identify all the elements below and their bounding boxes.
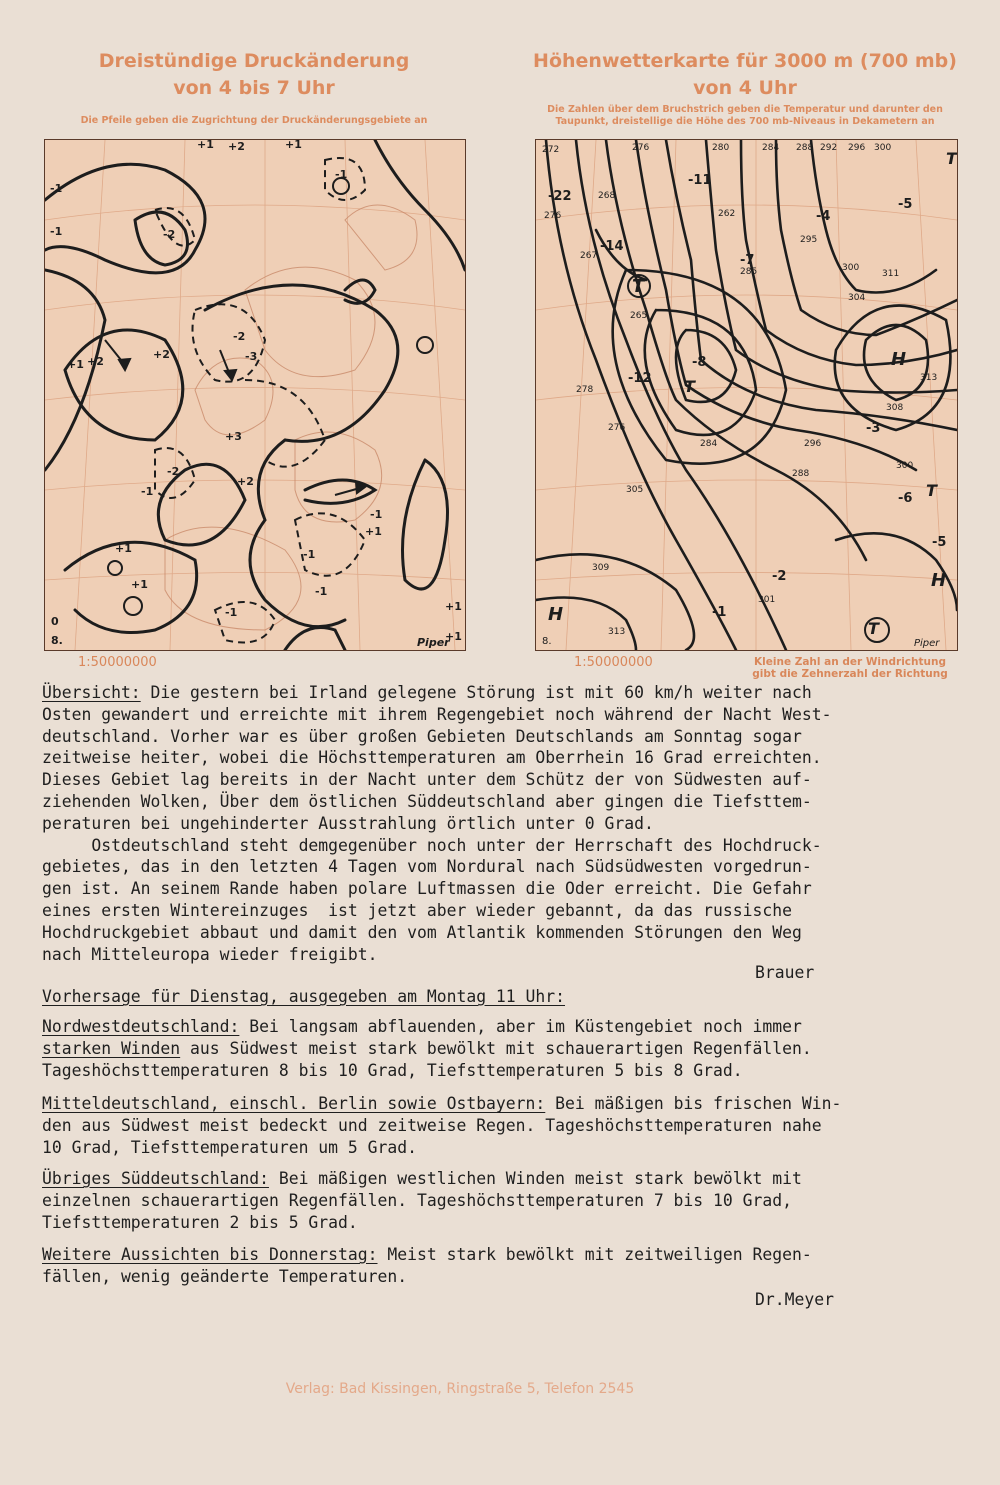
text-line: Tiefsttemperaturen 2 bis 5 Grad. [42, 1212, 358, 1232]
map-label: -1 [50, 225, 63, 238]
right-map-title [520, 48, 970, 102]
map-label: 288 [792, 469, 810, 479]
height-contours [536, 140, 957, 650]
map-label: +2 [237, 475, 254, 488]
map-graticule [536, 140, 957, 650]
right-map-note-line1: Kleine Zahl an der Windrichtung [754, 656, 946, 668]
text-line: peraturen bei ungehinderter Ausstrahlung örtlich unter 0 Grad. [42, 813, 654, 833]
right-map-title-line2: von 4 Uhr [693, 77, 797, 99]
text-line: Bei mäßigen westlichen Winden meist stark bewölkt mit [268, 1169, 802, 1188]
map-graticule [45, 140, 465, 650]
map-credit: Piper [417, 636, 450, 649]
text-line: Hochdruckgebiet abbaut und damit den vom Atlantik kommenden Störungen den Weg [42, 922, 802, 942]
map-corner-label: 8. [542, 636, 552, 647]
forecast-south [42, 1168, 982, 1233]
map-label: +2 [228, 140, 245, 153]
right-map-subtitle-line2: Taupunkt, dreistellige die Höhe des 700 mb-Niveaus in Dekametern an [555, 116, 935, 127]
height-labels [542, 143, 937, 637]
forecast-outlook [42, 1244, 982, 1288]
text-line: nach Mitteleuropa wieder freigibt. [42, 944, 378, 964]
map-label: 280 [712, 143, 730, 153]
map-label: 272 [542, 145, 560, 155]
forecast-heading [42, 986, 982, 1008]
map-label: 295 [800, 235, 818, 245]
map-label: -14 [600, 239, 624, 254]
right-map-note-line2: gibt die Zehnerzahl der Richtung [752, 668, 948, 680]
left-map-title [40, 48, 468, 102]
left-map-scale: 1:50000000 [78, 655, 157, 670]
map-label: -1 [141, 485, 154, 498]
map-label: +1 [131, 578, 148, 591]
high-marker-h: H [891, 349, 907, 370]
text-line: deutschland. Vorher war es über großen Gebieten Deutschlands am Sonntag sogar [42, 726, 802, 746]
left-map-subtitle: Die Pfeile geben die Zugrichtung der Druckänderungsgebiete an [80, 115, 428, 126]
map-label: +1 [197, 140, 214, 151]
map-label: +1 [67, 358, 84, 371]
central-label: Mitteldeutschland, einschl. Berlin sowie Ostbayern: [42, 1094, 546, 1113]
text-line: eines ersten Wintereinzuges ist jetzt aber wieder gebannt, da das russische [42, 900, 792, 920]
low-marker-t: T [684, 377, 695, 396]
low-marker-t: T [868, 619, 879, 638]
map-label: 268 [598, 191, 616, 201]
pressure-center-symbols [108, 178, 433, 615]
map-label: -1 [315, 585, 328, 598]
text-line: Ostdeutschland steht demgegenüber noch unter der Herrschaft des Hochdruck- [42, 835, 822, 855]
map-label: +1 [115, 542, 132, 555]
map-label: -8 [692, 355, 707, 370]
low-marker-t: T [946, 149, 957, 168]
map-label: -6 [898, 491, 913, 506]
map-label: +1 [445, 600, 462, 613]
map-label: +2 [153, 348, 170, 361]
right-map-note [740, 656, 960, 680]
right-map-subtitle [520, 104, 970, 128]
map-corner-label: 8. [51, 634, 63, 647]
text-line: den aus Südwest meist bedeckt und zeitweise Regen. Tageshöchsttemperaturen nahe [42, 1115, 822, 1135]
map-label: 262 [718, 209, 736, 219]
map-label: 276 [632, 143, 650, 153]
map-label: 300 [842, 263, 860, 273]
right-map-scale: 1:50000000 [574, 655, 653, 670]
map-label: -1 [712, 605, 727, 620]
map-label: 284 [762, 143, 780, 153]
map-label: 301 [758, 595, 776, 605]
map-label: 309 [592, 563, 610, 573]
map-label: 278 [576, 385, 594, 395]
map-label: +1 [285, 140, 302, 151]
map-label: -1 [50, 182, 63, 195]
map-label: -7 [740, 253, 755, 268]
text-line: gen ist. An seinem Rande haben polare Luftmassen die Oder erreicht. Die Gefahr [42, 879, 812, 899]
text-line: fällen, wenig geänderte Temperaturen. [42, 1266, 408, 1286]
map-label: -2 [163, 228, 176, 241]
signature-brauer: Brauer [755, 963, 815, 982]
map-coastlines [165, 205, 417, 630]
high-marker-h: H [548, 604, 564, 625]
map-label: 267 [580, 251, 598, 261]
text-line: Osten gewandert und erreichte mit ihrem Regengebiet noch während der Nacht West- [42, 704, 832, 724]
pressure-change-map [44, 139, 466, 651]
map-label: 0 [51, 615, 59, 628]
map-label: 313 [608, 627, 626, 637]
map-label: 304 [848, 293, 866, 303]
map-label: 288 [796, 143, 814, 153]
map-label: 276 [544, 211, 562, 221]
forecast-northwest [42, 1016, 982, 1081]
low-marker-t: T [632, 276, 645, 297]
left-map-title-line2: von 4 bis 7 Uhr [173, 77, 335, 99]
map-label: +1 [365, 525, 382, 538]
map-label: -2 [167, 465, 180, 478]
overview-label: Übersicht: [42, 683, 141, 702]
text-line: Die gestern bei Irland gelegene Störung ist mit 60 km/h weiter nach [140, 683, 812, 702]
map-label: 311 [882, 269, 900, 279]
text-line: Dieses Gebiet lag bereits in der Nacht unter dem Schütz der von Südwesten auf- [42, 770, 812, 790]
map-label: -1 [370, 508, 383, 521]
map-label: -3 [866, 421, 881, 436]
map-label: 300 [874, 143, 892, 153]
map-label: 284 [700, 439, 718, 449]
map-label: -22 [548, 189, 572, 204]
map-label: -1 [303, 548, 316, 561]
pressure-isolines-solid [45, 140, 465, 650]
text-line: Bei langsam abflauenden, aber im Küstengebiet noch immer [239, 1017, 802, 1036]
map-label: -11 [688, 173, 712, 188]
text-line: zeitweise heiter, wobei die Höchsttemperaturen am Oberrhein 16 Grad erreichten. [42, 748, 822, 768]
movement-arrows [105, 340, 365, 495]
northwest-label: Nordwestdeutschland: [42, 1017, 240, 1036]
map-label: 265 [630, 311, 648, 321]
map-label: -1 [335, 168, 348, 181]
map-label: -3 [245, 350, 258, 363]
map-label: +2 [87, 355, 104, 368]
upper-air-map [535, 139, 958, 651]
outlook-label: Weitere Aussichten bis Donnerstag: [42, 1245, 378, 1264]
map-label: -4 [816, 209, 831, 224]
left-map-title-line1: Dreistündige Druckänderung [98, 50, 410, 72]
forecast-central [42, 1093, 982, 1158]
map-label: 296 [848, 143, 866, 153]
publisher-footer: Verlag: Bad Kissingen, Ringstraße 5, Telefon 2545 [285, 1381, 635, 1397]
right-map-title-line1: Höhenwetterkarte für 3000 m (700 mb) [533, 50, 957, 72]
map-label: 296 [804, 439, 822, 449]
map-label: 300 [896, 461, 914, 471]
text-line: einzelnen schauerartigen Regenfällen. Tageshöchsttemperaturen 7 bis 10 Grad, [42, 1190, 792, 1210]
map-label: -5 [932, 535, 947, 550]
text-line: Meist stark bewölkt mit zeitweiligen Regen- [377, 1245, 812, 1264]
text-line: aus Südwest meist stark bewölkt mit schauerartigen Regenfällen. [180, 1038, 812, 1058]
text-line: gebietes, das in den letzten 4 Tagen vom Nordural nach Südsüdwesten vorgedrun- [42, 857, 812, 877]
south-label: Übriges Süddeutschland: [42, 1169, 269, 1188]
text-line: Tageshöchsttemperaturen 8 bis 10 Grad, Tiefsttemperaturen 5 bis 8 Grad. [42, 1060, 743, 1080]
signature-meyer: Dr.Meyer [755, 1290, 834, 1309]
overview-paragraph [42, 682, 982, 965]
text-line: 10 Grad, Tiefsttemperaturen um 5 Grad. [42, 1137, 417, 1157]
upper-air-map-drawing [536, 140, 957, 650]
map-credit: Piper [914, 638, 940, 649]
low-marker-t: T [926, 481, 937, 500]
map-label: 276 [608, 423, 626, 433]
map-label: -12 [628, 371, 652, 386]
text-line: starken Winden [42, 1038, 181, 1058]
forecast-heading-text: Vorhersage für Dienstag, ausgegeben am Montag 11 Uhr: [42, 987, 566, 1006]
map-label: 292 [820, 143, 838, 153]
map-label: -2 [772, 569, 787, 584]
right-map-subtitle-line1: Die Zahlen über dem Bruchstrich geben die Temperatur und darunter den [547, 104, 943, 115]
map-label: +1 [445, 630, 462, 643]
map-label: 285 [740, 267, 758, 277]
map-label: 313 [920, 373, 938, 383]
map-label: -1 [225, 606, 238, 619]
map-label: -5 [898, 197, 913, 212]
text-line: ziehenden Wolken, Über dem östlichen Süddeutschland aber gingen die Tiefsttem- [42, 791, 812, 811]
high-marker-h: H [931, 570, 947, 591]
map-label: 305 [626, 485, 644, 495]
text-line: Bei mäßigen bis frischen Win- [545, 1094, 842, 1113]
map-label: +3 [225, 430, 242, 443]
pressure-change-map-drawing [45, 140, 465, 650]
map-label: -2 [233, 330, 246, 343]
map-label: 308 [886, 403, 904, 413]
